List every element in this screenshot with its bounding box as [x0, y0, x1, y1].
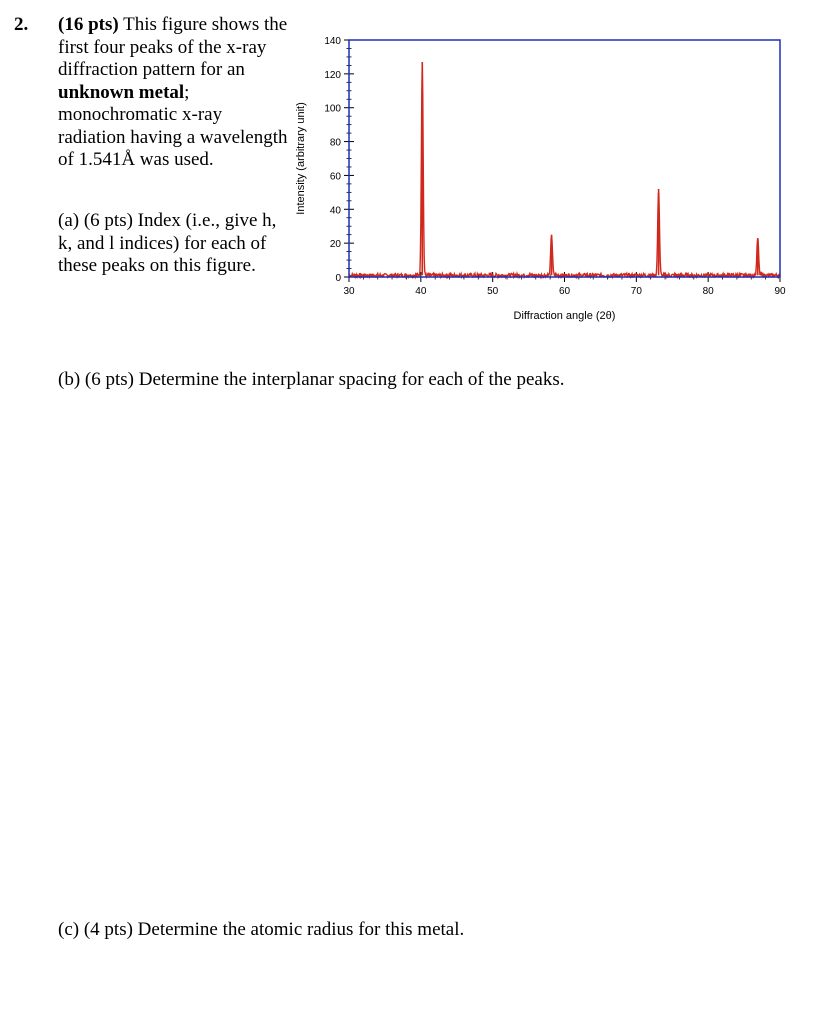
intro-text-1: This figure shows the first four peaks of the x-ray diffraction pattern for an — [58, 14, 288, 80]
intro-text-2: ; monochromatic x-ray radiation having a wavelength of 1.541Å was used. — [58, 81, 288, 170]
points-label: (16 pts) — [58, 14, 119, 35]
part-b: (b) (6 pts) Determine the interplanar spacing for each of the peaks. — [58, 369, 565, 390]
x-tick-label: 60 — [558, 286, 571, 297]
y-tick-label: 60 — [329, 171, 341, 183]
xrd-trace-line — [349, 63, 780, 277]
y-tick-label: 120 — [324, 69, 341, 81]
x-tick-label: 30 — [343, 286, 355, 297]
x-tick-label: 90 — [774, 286, 786, 297]
x-tick-label: 70 — [630, 286, 642, 297]
chart-ticks — [344, 40, 780, 282]
y-tick-label: 20 — [329, 239, 341, 251]
unknown-metal-phrase: unknown metal — [58, 81, 185, 103]
question-intro — [58, 14, 290, 172]
x-tick-label: 40 — [415, 286, 427, 297]
y-tick-label: 80 — [329, 137, 341, 149]
question-number: 2. — [14, 14, 29, 35]
part-c: (c) (4 pts) Determine the atomic radius for this metal. — [58, 919, 465, 940]
y-tick-label: 0 — [335, 273, 341, 284]
part-a-text: Index (i.e., give h, k, and l indices) for each of these peaks on this figure. — [58, 210, 277, 276]
x-tick-label: 80 — [702, 286, 714, 297]
y-tick-label: 100 — [324, 103, 341, 115]
x-tick-label: 50 — [487, 286, 499, 297]
x-axis-label: Diffraction angle (2θ) — [513, 310, 616, 322]
y-axis-label: Intensity (arbitrary unit) — [295, 102, 307, 215]
tick-labels — [324, 36, 786, 297]
part-a — [58, 210, 290, 278]
part-a-label: (a) (6 pts) — [58, 210, 133, 231]
y-tick-label: 40 — [329, 205, 341, 217]
xrd-chart — [280, 20, 800, 330]
y-tick-label: 140 — [324, 36, 341, 47]
peak-marks — [422, 62, 757, 275]
chart-frame — [349, 40, 780, 277]
